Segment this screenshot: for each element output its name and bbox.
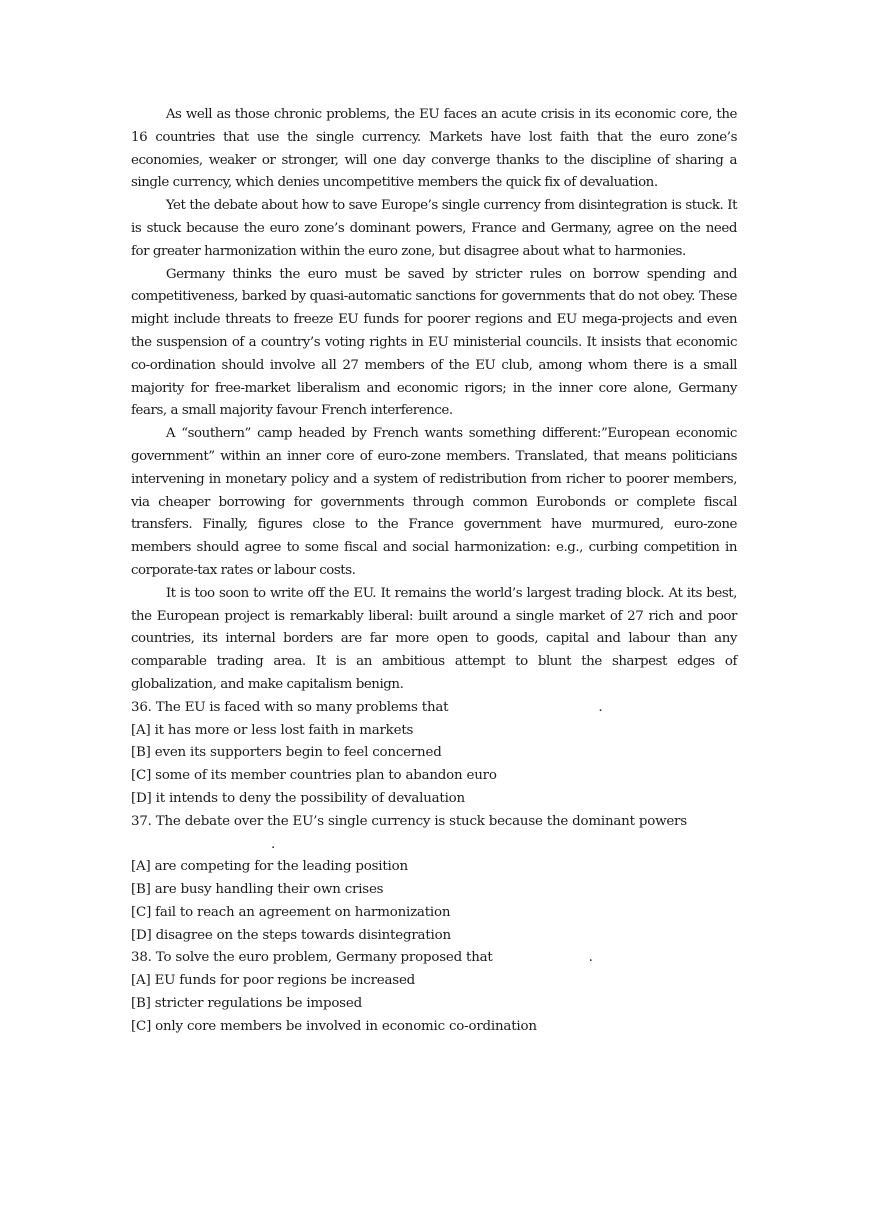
question-37: [131, 811, 737, 948]
option-37-d: [D] disagree on the steps towards disintegration: [131, 927, 451, 943]
passage-paragraph-3: Germany thinks the euro must be saved by stricter rules on borrow spending and competitiveness, barked by quasi-automatic sanctions for governments that do not obey. These might include threats to freeze EU funds for poorer regions and EU mega-projects and even the suspension of a country’s voting rights in EU ministerial councils. It insists that economic co-ordination should involve all 27 members of the EU club, among whom there is a small majority for free-market liberalism and economic rigors; in the inner core alone, Germany fears, a small majority favour French interference.: [131, 266, 737, 419]
reading-passage: [131, 104, 737, 697]
question-stem-37: [131, 811, 737, 857]
option-38-a: [A] EU funds for poor regions be increased: [131, 973, 416, 989]
passage-paragraph-4: A “southern” camp headed by French wants something different:”European economic government” within an inner core of euro-zone members. Translated, that means politicians intervening in monetary policy and a system of redistribution from richer to poorer members, via cheaper borrowing for governments through common Eurobonds or complete fiscal transfers. Finally, figures close to the France government have murmured, euro-zone members should agree to some fiscal and social harmonization: e.g., curbing competition in corporate-tax rates or labour costs.: [131, 426, 737, 578]
question-38-text: 38. To solve the euro problem, Germany proposed that: [131, 950, 493, 966]
question-36-text: 36. The EU is faced with so many problems that: [131, 699, 449, 715]
question-37-text: 37. The debate over the EU’s single currency is stuck because the dominant powers: [131, 813, 687, 829]
question-36-period: .: [598, 699, 603, 715]
option-36-d: [D] it intends to deny the possibility of devaluation: [131, 790, 465, 806]
option-38-b: [B] stricter regulations be imposed: [131, 996, 362, 1012]
question-36: [131, 697, 737, 811]
document-page: [131, 104, 737, 1039]
question-stem-36: [131, 697, 737, 720]
question-37-period: .: [271, 836, 276, 852]
passage-paragraph-5: It is too soon to write off the EU. It remains the world’s largest trading block. At its best, the European project is remarkably liberal: built around a single market of 27 rich and poor countries, its internal borders are far more open to goods, capital and labour than any comparable trading area. It is an ambitious attempt to blunt the sharpest edges of globalization, and make capitalism benign.: [131, 585, 737, 692]
passage-paragraph-2: Yet the debate about how to save Europe’s single currency from disintegration is stuck. It is stuck because the euro zone’s dominant powers, France and Germany, agree on the need for greater harmonization within the euro zone, but disagree about what to harmonies.: [131, 198, 737, 259]
question-38: [131, 947, 737, 1038]
option-36-c: [C] some of its member countries plan to abandon euro: [131, 768, 497, 784]
option-38-c: [C] only core members be involved in economic co-ordination: [131, 1018, 537, 1034]
question-stem-38: [131, 947, 737, 970]
option-37-b: [B] are busy handling their own crises: [131, 882, 384, 898]
option-36-a: [A] it has more or less lost faith in markets: [131, 722, 414, 738]
option-37-a: [A] are competing for the leading position: [131, 859, 408, 875]
option-37-c: [C] fail to reach an agreement on harmonization: [131, 904, 451, 920]
option-36-b: [B] even its supporters begin to feel concerned: [131, 745, 442, 761]
question-38-period: .: [588, 950, 593, 966]
passage-paragraph-1: As well as those chronic problems, the EU faces an acute crisis in its economic core, the 16 countries that use the single currency. Markets have lost faith that the euro zone’s economies, weaker or stronger, will one day converge thanks to the discipline of sharing a single currency, which denies uncompetitive members the quick fix of devaluation.: [131, 107, 737, 191]
